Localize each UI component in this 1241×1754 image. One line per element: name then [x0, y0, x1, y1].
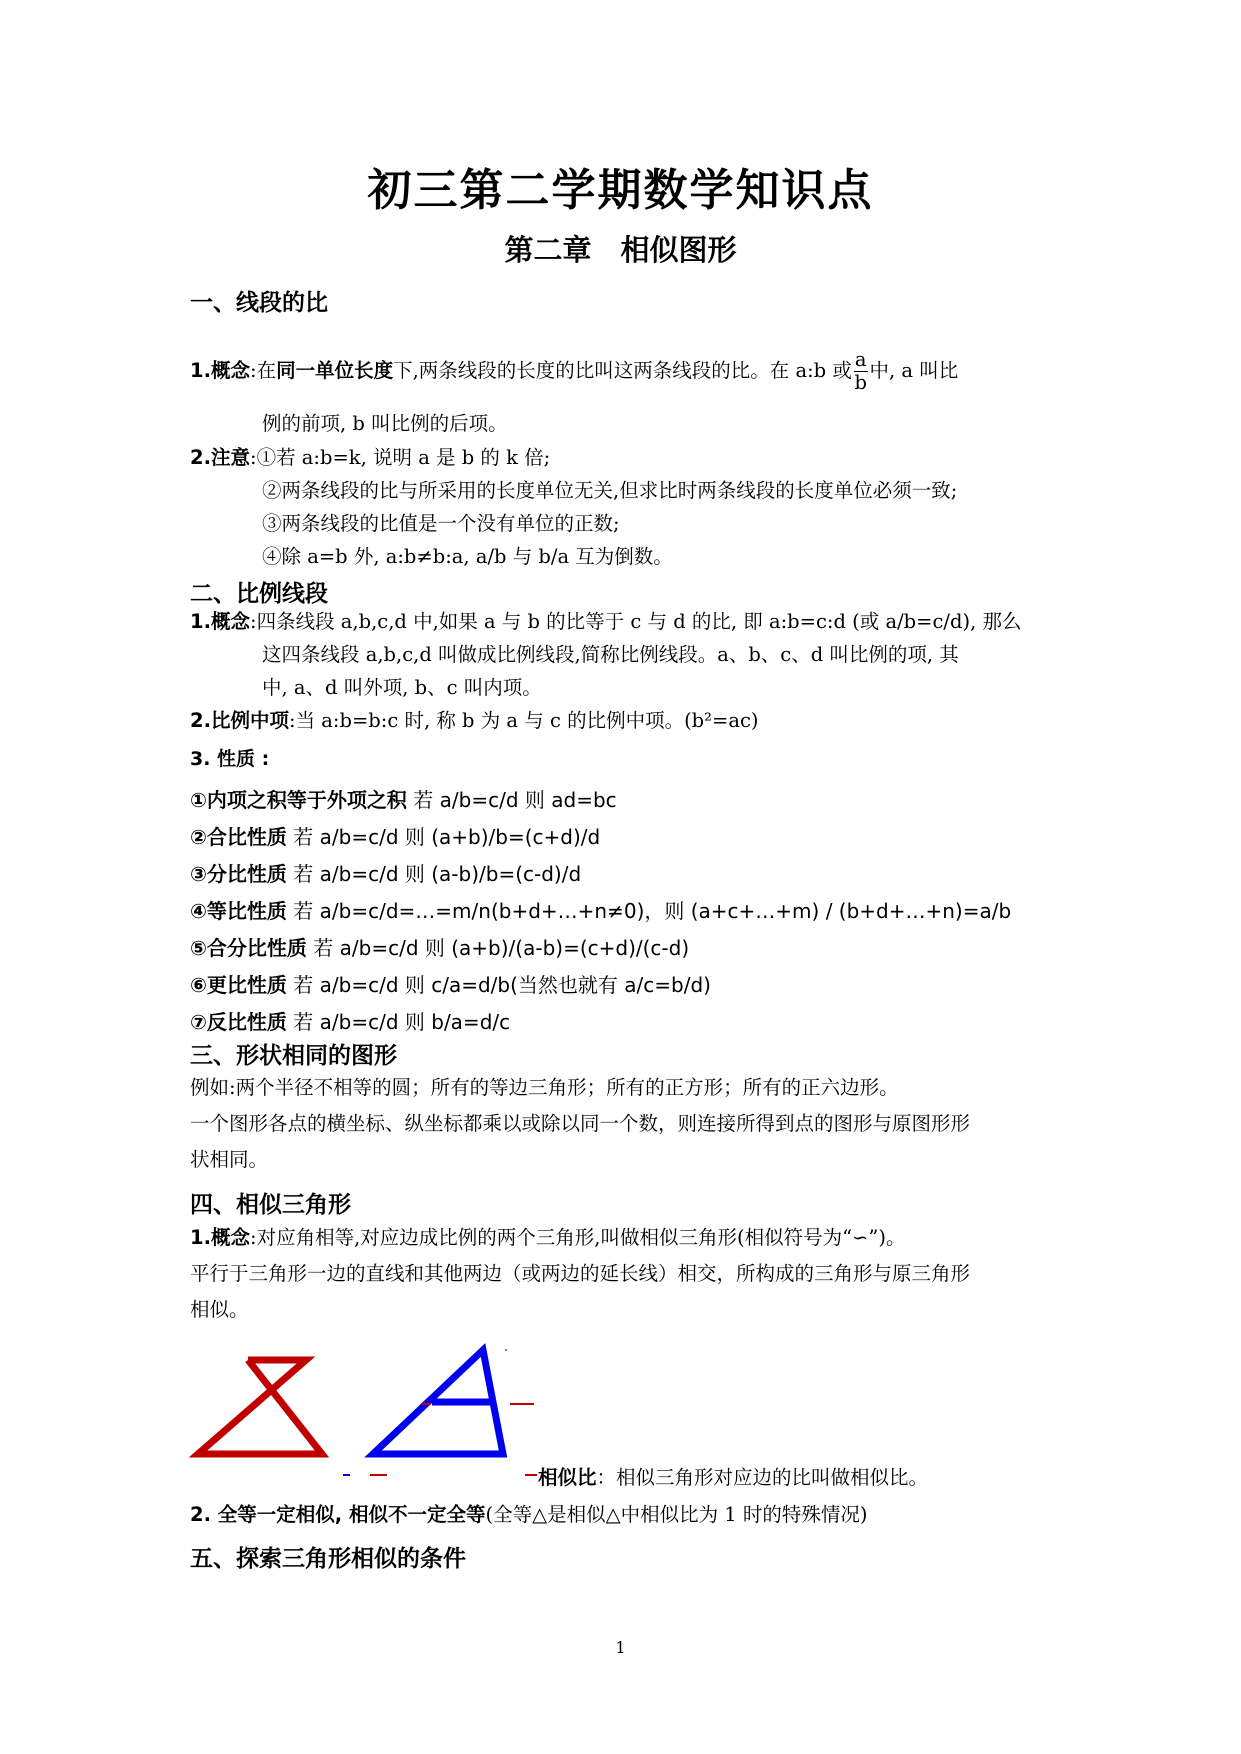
section-heading-4: 四、相似三角形 — [190, 1192, 351, 1218]
property-name: ③分比性质 — [190, 862, 287, 886]
s4-concept-num: 1. — [190, 1226, 211, 1249]
s4-concept-line1 — [190, 1225, 905, 1251]
property-name: ⑥更比性质 — [190, 973, 287, 997]
property-item — [190, 858, 581, 887]
hourglass-triangles-red — [198, 1360, 322, 1454]
similarity-ratio-line — [538, 1465, 928, 1491]
property-formula: 若 a/b=c/d 则 (a-b)/b=(c-d)/d — [286, 862, 582, 886]
property-formula: 若 a/b=c/d=…=m/n(b+d+…+n≠0)，则 (a+c+…+m) / (b+d+…+n)=a/b — [286, 899, 1012, 923]
property-formula: 若 a/b=c/d 则 c/a=d/b(当然也就有 a/c=b/d) — [286, 973, 711, 997]
similarity-ratio-term: 相似比 — [538, 1466, 597, 1489]
s2-concept-text: :四条线段 a,b,c,d 中,如果 a 与 b 的比等于 c 与 d 的比, 即 a:b=c:d (或 a/b=c/d), 那么 — [250, 610, 1022, 633]
s2-concept-line1 — [190, 609, 1021, 635]
s1-note-line1 — [190, 445, 550, 471]
property-name: ②合比性质 — [190, 825, 287, 849]
property-item — [190, 1006, 510, 1035]
section-heading-2: 二、比例线段 — [190, 581, 328, 607]
property-item — [190, 784, 617, 813]
fraction-a-over-b — [854, 349, 868, 394]
s2-concept-line3: 中, a、d 叫外项, b、c 叫内项。 — [262, 676, 542, 699]
s4-congruent-bold: 2. 全等一定相似, 相似不一定全等 — [190, 1503, 486, 1526]
s4-congruent-line — [190, 1502, 867, 1528]
s4-concept-text: :对应角相等,对应边成比例的两个三角形,叫做相似三角形(相似符号为“∽”)。 — [250, 1226, 906, 1249]
s1-concept-bold: 同一单位长度 — [276, 359, 394, 382]
property-name: ①内项之积等于外项之积 — [190, 788, 407, 812]
property-formula: 若 a/b=c/d 则 ad=bc — [406, 788, 617, 812]
s2-mean-term: 比例中项 — [210, 709, 289, 732]
s1-concept-text-c: 中, a 叫比 — [869, 359, 959, 382]
s2-mean-line — [190, 708, 758, 734]
s2-properties-label: 3. 性质 : — [190, 748, 270, 770]
s1-note-line3: ③两条线段的比值是一个没有单位的正数; — [262, 512, 620, 535]
s1-note-num: 2. — [190, 446, 211, 469]
property-name: ④等比性质 — [190, 899, 287, 923]
nested-triangles-blue — [373, 1350, 503, 1454]
s2-mean-num: 2. — [190, 709, 211, 732]
s2-concept-num: 1. — [190, 610, 211, 633]
s2-mean-text: :当 a:b=b:c 时, 称 b 为 a 与 c 的比例中项。(b²=ac) — [289, 709, 759, 732]
property-name: ⑤合分比性质 — [190, 936, 307, 960]
s1-concept-term: 概念 — [210, 359, 250, 382]
s1-concept-num: 1. — [190, 359, 211, 382]
s3-line3: 状相同。 — [190, 1148, 269, 1171]
s1-note-line2: ②两条线段的比与所采用的长度单位无关,但求比时两条线段的长度单位必须一致; — [262, 479, 958, 502]
property-item — [190, 932, 689, 961]
section-heading-5: 五、探索三角形相似的条件 — [190, 1546, 466, 1572]
dot-mark — [505, 1349, 507, 1351]
s1-note-line4: ④除 a=b 外, a:b≠b:a, a/b 与 b/a 互为倒数。 — [262, 545, 673, 568]
s4-concept-term: 概念 — [210, 1226, 250, 1249]
property-name: ⑦反比性质 — [190, 1010, 287, 1034]
s1-concept-line1 — [190, 349, 958, 394]
similar-triangles-figure — [180, 1338, 560, 1488]
s2-concept-line2: 这四条线段 a,b,c,d 叫做成比例线段,简称比例线段。a、b、c、d 叫比例的项, 其 — [262, 643, 959, 666]
red-hourglass-shape — [198, 1360, 322, 1454]
similarity-ratio-text: ：相似三角形对应边的比叫做相似比。 — [596, 1466, 929, 1489]
s4-line2: 平行于三角形一边的直线和其他两边（或两边的延长线）相交，所构成的三角形与原三角形 — [190, 1262, 971, 1285]
fraction-denominator: b — [854, 371, 867, 394]
fraction-numerator: a — [854, 348, 867, 371]
page-number: 1 — [615, 1638, 626, 1657]
s1-concept-text-a: :在 — [250, 359, 277, 382]
s4-line3: 相似。 — [190, 1298, 249, 1321]
s1-note-text: :①若 a:b=k, 说明 a 是 b 的 k 倍; — [250, 446, 551, 469]
s1-concept-text-b: 下,两条线段的长度的比叫这两条线段的比。在 a:b 或 — [393, 359, 852, 382]
page-title: 初三第二学期数学知识点 — [367, 165, 874, 216]
s1-note-term: 注意 — [210, 446, 250, 469]
s4-congruent-text: (全等△是相似△中相似比为 1 时的特殊情况) — [485, 1503, 868, 1526]
property-formula: 若 a/b=c/d 则 (a+b)/b=(c+d)/d — [286, 825, 601, 849]
property-formula: 若 a/b=c/d 则 (a+b)/(a-b)=(c+d)/(c-d) — [306, 936, 690, 960]
section-heading-3: 三、形状相同的图形 — [190, 1043, 397, 1069]
chapter-title: 第二章 相似图形 — [504, 233, 737, 267]
s3-line2: 一个图形各点的横坐标、纵坐标都乘以或除以同一个数，则连接所得到点的图形与原图形形 — [190, 1112, 971, 1135]
property-item — [190, 895, 1011, 924]
s2-concept-term: 概念 — [210, 610, 250, 633]
property-formula: 若 a/b=c/d 则 b/a=d/c — [286, 1010, 511, 1034]
s3-line1: 例如:两个半径不相等的圆；所有的等边三角形；所有的正方形；所有的正六边形。 — [190, 1076, 899, 1099]
section-heading-1: 一、线段的比 — [190, 290, 328, 316]
s1-concept-line2: 例的前项, b 叫比例的后项。 — [262, 412, 508, 435]
property-item — [190, 969, 711, 998]
property-item — [190, 821, 600, 850]
